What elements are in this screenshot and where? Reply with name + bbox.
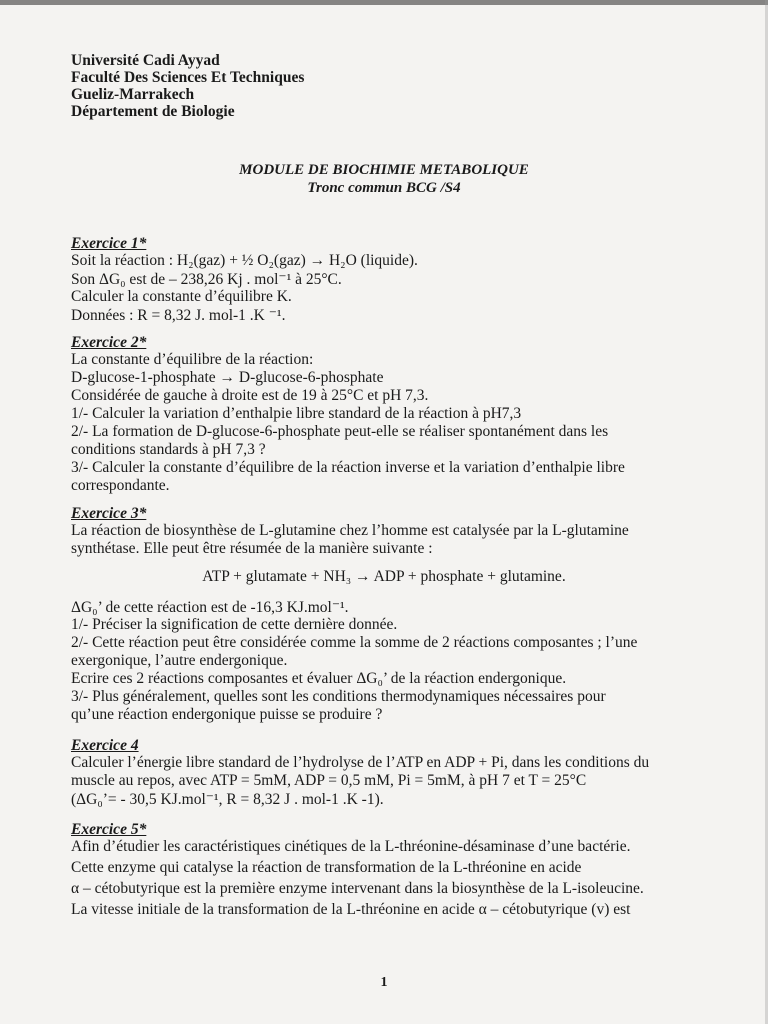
- header-faculty: Faculté Des Sciences Et Techniques: [71, 69, 305, 86]
- header-university: Université Cadi Ayyad: [71, 52, 220, 69]
- exercise-1-title: Exercice 1*: [71, 235, 147, 252]
- exercise-2-line: 2/- La formation de D-glucose-6-phosphate peut-elle se réaliser spontanément dans les: [71, 423, 609, 440]
- exercise-3-line: La réaction de biosynthèse de L-glutamine chez l’homme est catalysée par la L-glutamine: [71, 522, 629, 539]
- exercise-1-line: Données : R = 8,32 J. mol-1 .K ⁻¹.: [71, 307, 286, 324]
- exercise-3-title: Exercice 3*: [71, 505, 147, 522]
- exercise-4-title: Exercice 4: [71, 737, 139, 754]
- exercise-3-line: 3/- Plus généralement, quelles sont les conditions thermodynamiques nécessaires pour: [71, 688, 606, 705]
- exercise-5-title: Exercice 5*: [71, 821, 147, 838]
- exercise-1-line: Soit la réaction : H₂(gaz) + ½ O₂(gaz) → H₂O (liquide).: [71, 252, 418, 269]
- module-title: MODULE DE BIOCHIMIE METABOLIQUE: [239, 162, 529, 178]
- header-city: Gueliz-Marrakech: [71, 86, 195, 103]
- exercise-3-line: ΔG₀’ de cette réaction est de -16,3 KJ.mol⁻¹.: [71, 599, 349, 616]
- exercise-5-line: α – cétobutyrique est la première enzyme intervenant dans la biosynthèse de la L-isoleucine.: [71, 880, 644, 897]
- exercise-2-title: Exercice 2*: [71, 334, 147, 351]
- exercise-2-line: correspondante.: [71, 477, 170, 494]
- page-number: 1: [380, 975, 388, 990]
- module-subtitle: Tronc commun BCG /S4: [307, 180, 461, 196]
- exercise-5-line: Afin d’étudier les caractéristiques cinétiques de la L-thréonine-désaminase d’une bactérie.: [71, 838, 631, 855]
- exercise-2-line: 1/- Calculer la variation d’enthalpie libre standard de la réaction à pH7,3: [71, 405, 522, 422]
- exercise-4-line: (ΔG₀’= - 30,5 KJ.mol⁻¹, R = 8,32 J . mol-1 .K -1).: [71, 791, 384, 808]
- exercise-1-line: Calculer la constante d’équilibre K.: [71, 288, 292, 305]
- exercise-3-line: Ecrire ces 2 réactions composantes et évaluer ΔG₀’ de la réaction endergonique.: [71, 670, 567, 687]
- exercise-5-line: Cette enzyme qui catalyse la réaction de transformation de la L-thréonine en acide: [71, 859, 582, 876]
- exercise-2-line: conditions standards à pH 7,3 ?: [71, 441, 266, 458]
- exercise-5-line: La vitesse initiale de la transformation de la L-thréonine en acide α – cétobutyrique (v) est: [71, 901, 631, 918]
- exercise-3-line: 2/- Cette réaction peut être considérée comme la somme de 2 réactions composantes ; l’une: [71, 634, 638, 651]
- exercise-1-line: Son ΔG₀ est de – 238,26 Kj . mol⁻¹ à 25°C.: [71, 271, 342, 288]
- exercise-3-line: 1/- Préciser la signification de cette dernière donnée.: [71, 616, 398, 633]
- exercise-3-equation: ATP + glutamate + NH₃ → ADP + phosphate + glutamine.: [202, 568, 566, 585]
- header-department: Département de Biologie: [71, 103, 235, 120]
- exercise-2-line: D-glucose-1-phosphate → D-glucose-6-phosphate: [71, 369, 384, 386]
- exercise-4-line: muscle au repos, avec ATP = 5mM, ADP = 0,5 mM, Pi = 5mM, à pH 7 et T = 25°C: [71, 772, 587, 789]
- exercise-3-line: exergonique, l’autre endergonique.: [71, 652, 288, 669]
- exercise-2-line: Considérée de gauche à droite est de 19 à 25°C et pH 7,3.: [71, 387, 429, 404]
- exercise-2-line: 3/- Calculer la constante d’équilibre de la réaction inverse et la variation d’enthalpie libre: [71, 459, 625, 476]
- exercise-3-line: qu’une réaction endergonique puisse se produire ?: [71, 706, 383, 723]
- exercise-4-line: Calculer l’énergie libre standard de l’hydrolyse de l’ATP en ADP + Pi, dans les conditions du: [71, 754, 650, 771]
- exercise-2-line: La constante d’équilibre de la réaction:: [71, 351, 314, 368]
- exercise-3-line: synthétase. Elle peut être résumée de la manière suivante :: [71, 540, 433, 557]
